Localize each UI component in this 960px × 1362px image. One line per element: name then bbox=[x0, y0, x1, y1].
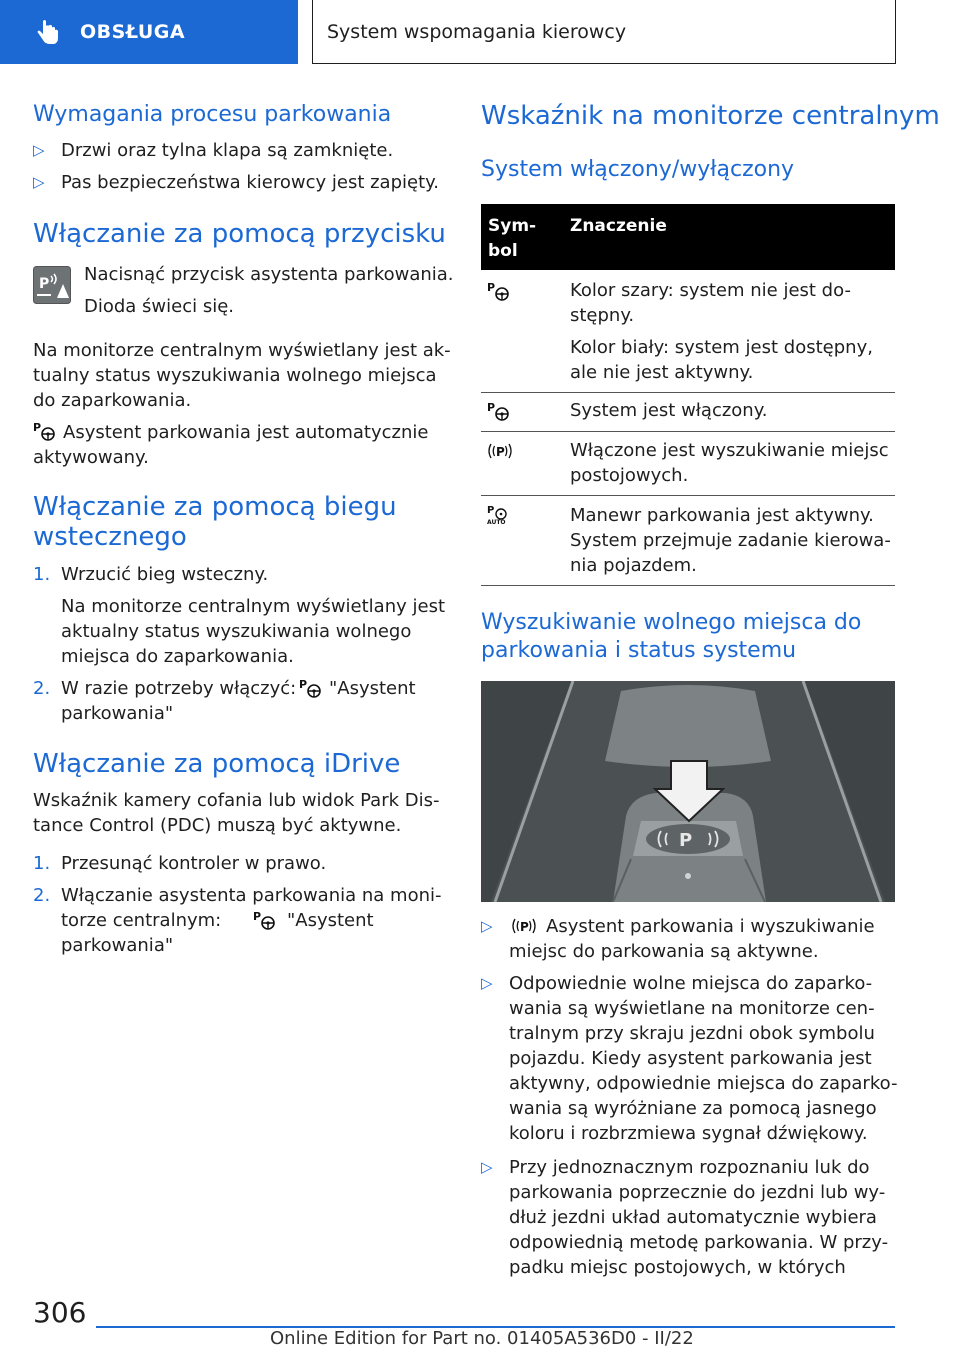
park-assist-grey-icon bbox=[487, 280, 511, 302]
reverse-heading: wstecznego bbox=[33, 522, 187, 552]
requirements-heading: Wymagania procesu parkowania bbox=[33, 102, 392, 127]
svg-text:P: P bbox=[33, 421, 42, 434]
paragraph-line: parkowania" bbox=[61, 703, 174, 724]
table-cell: Kolor biały: system jest dostępny, bbox=[570, 337, 873, 358]
triangle-bullet-icon: ▷ bbox=[481, 1158, 493, 1176]
park-assist-button-icon bbox=[33, 266, 71, 304]
auto-icon-label: AUTO bbox=[487, 519, 506, 526]
table-divider bbox=[481, 392, 895, 393]
search-heading: parkowania i status systemu bbox=[481, 638, 797, 663]
list-item: 2. Włączanie asystenta parkowania na moni- bbox=[33, 885, 442, 906]
svg-text:P: P bbox=[487, 505, 495, 516]
svg-text:P: P bbox=[487, 281, 496, 294]
table-header: Sym- bol Znaczenie bbox=[481, 204, 895, 270]
svg-text:P: P bbox=[487, 401, 496, 414]
monitor-heading: Wskaźnik na monitorze centralnym bbox=[481, 101, 940, 131]
triangle-bullet-icon: ▷ bbox=[33, 173, 45, 191]
triangle-bullet-icon: ▷ bbox=[481, 974, 493, 992]
paragraph-line: torze centralnym: P "Asystent bbox=[61, 910, 374, 931]
search-heading: Wyszukiwanie wolnego miejsca do bbox=[481, 610, 862, 635]
paragraph-line: tance Control (PDC) muszą być aktywne. bbox=[33, 815, 402, 836]
reverse-heading: Włączanie za pomocą biegu bbox=[33, 492, 397, 522]
parking-search-icon bbox=[485, 441, 515, 461]
list-item: 2. W razie potrzeby włączyć: P "Asystent bbox=[33, 678, 416, 699]
list-item: ▷ Pas bezpieczeństwa kierowcy jest zapięty. bbox=[33, 172, 439, 193]
paragraph-line: do zaparkowania. bbox=[33, 390, 192, 411]
paragraph-line: aktywowany. bbox=[33, 447, 149, 468]
svg-text:P: P bbox=[299, 678, 308, 691]
park-assist-symbol-icon bbox=[253, 909, 277, 931]
section-tab[interactable] bbox=[0, 0, 298, 64]
table-cell: Włączone jest wyszukiwanie miejsc bbox=[570, 440, 889, 461]
table-divider bbox=[481, 431, 895, 432]
list-item: 1. Wrzucić bieg wsteczny. bbox=[33, 564, 269, 585]
svg-text:P: P bbox=[253, 910, 262, 923]
paragraph-line: Asystent parkowania jest automatycznie bbox=[63, 422, 429, 443]
park-assist-symbol-icon bbox=[299, 677, 323, 699]
parking-display-illustration bbox=[481, 681, 895, 902]
table-cell: System jest włączony. bbox=[570, 400, 768, 421]
button-heading: Włączanie za pomocą przycisku bbox=[33, 219, 446, 249]
triangle-bullet-icon: ▷ bbox=[481, 917, 493, 935]
button-led-text: Dioda świeci się. bbox=[84, 296, 235, 317]
table-cell: nia pojazdem. bbox=[570, 555, 697, 576]
table-cell: Manewr parkowania jest aktywny. bbox=[570, 505, 874, 526]
page-number: 306 bbox=[33, 1296, 87, 1329]
list-item: ▷ Przy jednoznacznym rozpoznaniu luk do parkowania poprzecznie do jezdni lub wy- dłuż jezdni układ automatycznie wybiera odpowiednią metodę parkowania. W przy- padku miejsc postojowych, w których bbox=[481, 1157, 889, 1278]
table-cell: System przejmuje zadanie kierowa- bbox=[570, 530, 891, 551]
svg-text:P: P bbox=[679, 830, 693, 851]
paragraph-line: tualny status wyszukiwania wolnego miejsca bbox=[33, 365, 437, 386]
table-cell: ale nie jest aktywny. bbox=[570, 362, 754, 383]
list-item: ▷ Drzwi oraz tylna klapa są zamknięte. bbox=[33, 140, 394, 161]
paragraph-line: aktualny status wyszukiwania wolnego bbox=[61, 621, 412, 642]
on-off-heading: System włączony/wyłączony bbox=[481, 157, 795, 182]
paragraph-line: parkowania" bbox=[61, 935, 174, 956]
table-divider bbox=[481, 585, 895, 586]
list-item: ▷ Odpowiednie wolne miejsca do zaparko- wania są wyświetlane na monitorze cen- tralnym przy skraju jezdni obok symbolu pojazdu. Kiedy asystent parkowania jest aktywny, odpowiednie miejsca do zaparko- wania są wyróżniane za pomocą jasnego koloru i rozbrzmiewa sygnał dźwiękowy. bbox=[481, 973, 898, 1144]
park-assist-on-icon bbox=[487, 400, 511, 422]
table-cell: Kolor szary: system nie jest do- bbox=[570, 280, 851, 301]
chapter-title: System wspomagania kierowcy bbox=[312, 0, 896, 64]
paragraph-line: Wskaźnik kamery cofania lub widok Park Dis- bbox=[33, 790, 440, 811]
table-divider bbox=[481, 495, 895, 496]
parking-search-icon bbox=[509, 916, 539, 936]
paragraph-line: miejsca do zaparkowania. bbox=[61, 646, 294, 667]
table-cell: postojowych. bbox=[570, 465, 689, 486]
hand-pointer-icon bbox=[34, 18, 62, 46]
section-label: OBSŁUGA bbox=[80, 21, 186, 43]
triangle-bullet-icon: ▷ bbox=[33, 141, 45, 159]
idrive-heading: Włączanie za pomocą iDrive bbox=[33, 749, 401, 779]
list-item: 1. Przesunąć kontroler w prawo. bbox=[33, 853, 327, 874]
svg-text:P: P bbox=[496, 445, 505, 459]
park-assist-symbol-icon bbox=[33, 420, 57, 442]
central-monitor-photo bbox=[481, 681, 895, 902]
list-item: ▷ P Asystent parkowania i wyszukiwanie miejsc do parkowania są aktywne. bbox=[481, 916, 875, 962]
paragraph-line: Na monitorze centralnym wyświetlany jest bbox=[61, 596, 446, 617]
button-step-text: Nacisnąć przycisk asystenta parkowania. bbox=[84, 264, 454, 285]
table-cell: stępny. bbox=[570, 305, 635, 326]
edition-text: Online Edition for Part no. 01405A536D0 - II/22 bbox=[270, 1328, 694, 1349]
svg-text:P: P bbox=[39, 276, 50, 292]
paragraph-line: Na monitorze centralnym wyświetlany jest ak- bbox=[33, 340, 451, 361]
svg-text:P: P bbox=[520, 920, 529, 934]
